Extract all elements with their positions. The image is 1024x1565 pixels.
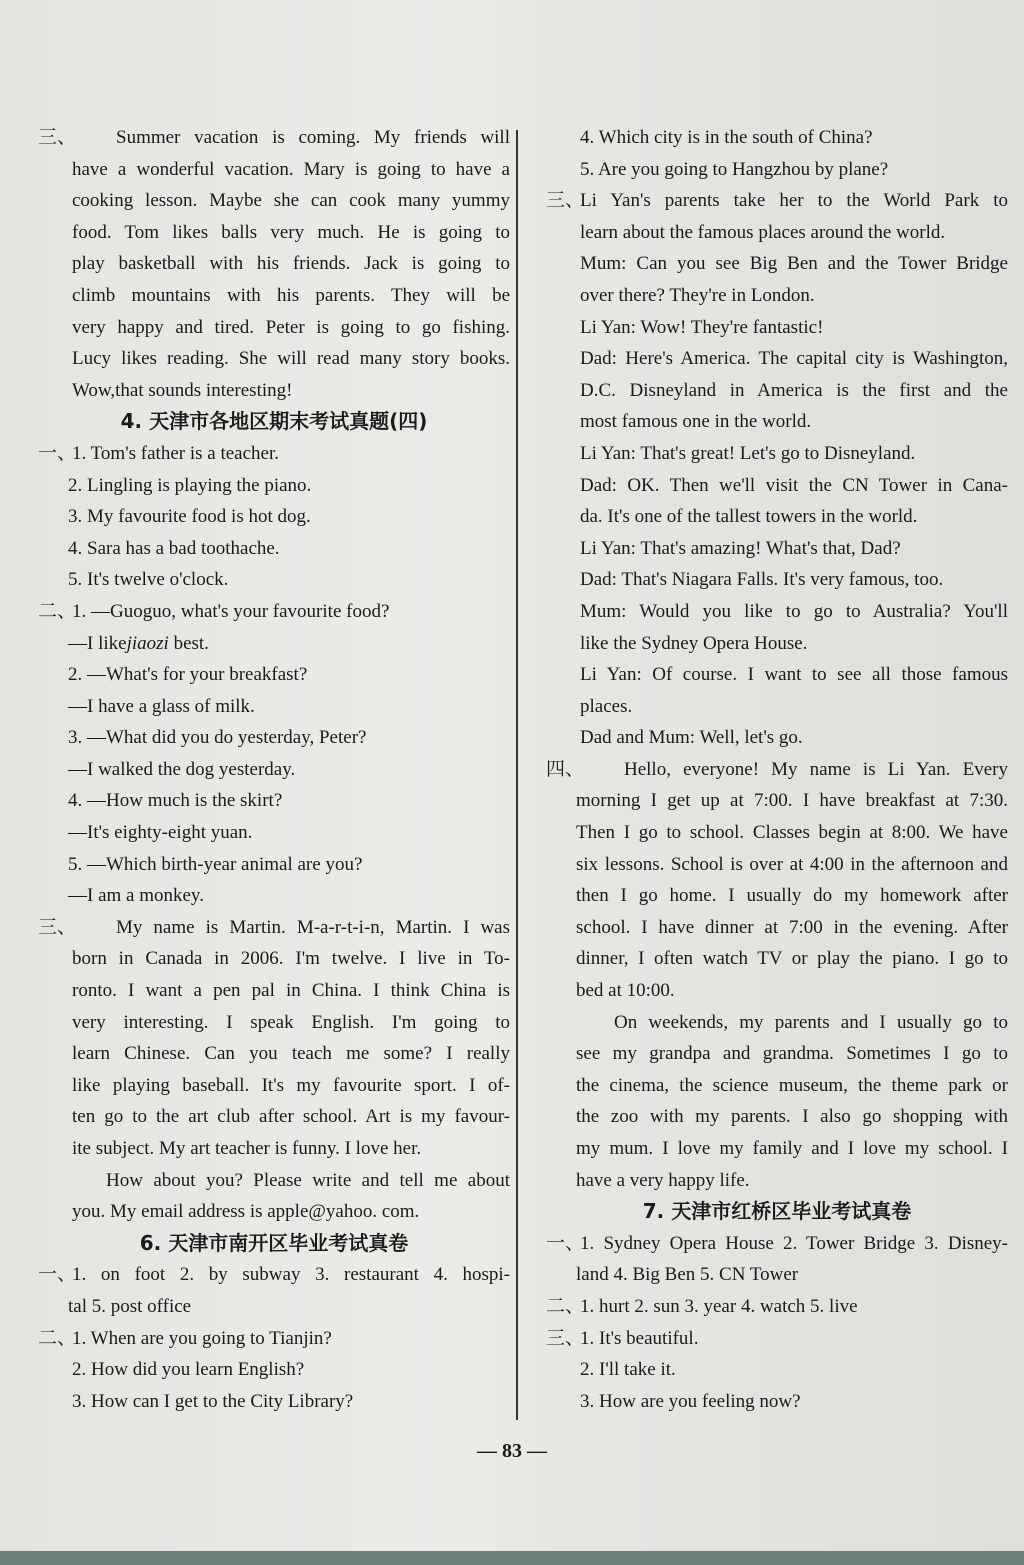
section-marker: 三、 xyxy=(38,916,77,938)
text-line: have a wonderful vacation. Mary is going to have a xyxy=(72,158,510,180)
answer-line: 5. It's twelve o'clock. xyxy=(68,569,229,591)
text-line: have a very happy life. xyxy=(576,1169,750,1191)
text-line: see my grandpa and grandma. Sometimes I go to xyxy=(576,1043,1008,1065)
text-line: ronto. I want a pen pal in China. I think China is xyxy=(72,980,510,1002)
text-line: the zoo with my parents. I also go shopping with xyxy=(576,1106,1008,1128)
sec3-first-line xyxy=(38,122,510,154)
answer-line: 5. Are you going to Hangzhou by plane? xyxy=(580,158,889,180)
section-marker: 四、 xyxy=(546,758,585,780)
text-line: very interesting. I speak English. I'm going to xyxy=(72,1011,510,1033)
text-line: Li Yan's parents take her to the World Park to xyxy=(580,190,1008,212)
answer-line: 2. I'll take it. xyxy=(580,1359,676,1381)
text-line: my mum. I love my family and I love my school. I xyxy=(576,1138,1008,1159)
answer-line: —I have a glass of milk. xyxy=(68,695,255,717)
column-divider xyxy=(516,130,518,1420)
section-title-7: 7. 天津市红桥区毕业考试真卷 xyxy=(642,1199,912,1224)
text-line: ten go to the art club after school. Art is my favour- xyxy=(72,1106,510,1128)
text-line: over there? They're in London. xyxy=(580,284,815,306)
text-line: Then I go to school. Classes begin at 8:00. We have xyxy=(576,822,1008,844)
text-line: Mum: Would you like to go to Australia? You'll xyxy=(580,600,1008,622)
text-line: On weekends, my parents and I usually go to xyxy=(614,1011,1008,1033)
part2-first-line xyxy=(38,596,510,628)
section-marker: 一、 xyxy=(38,442,77,464)
text-line: you. My email address is apple@yahoo. com. xyxy=(72,1201,420,1223)
answer-line: 3. How can I get to the City Library? xyxy=(72,1390,354,1412)
text-line: Dad: That's Niagara Falls. It's very famous, too. xyxy=(580,569,944,591)
text-line: Li Yan: Wow! They're fantastic! xyxy=(580,316,824,338)
answer-line: 1. —Guoguo, what's your favourite food? xyxy=(72,600,390,622)
part1-first-line xyxy=(38,438,510,470)
text-line: Li Yan: That's amazing! What's that, Dad? xyxy=(580,537,901,559)
s7-part1-first-line xyxy=(546,1228,1008,1260)
text-line: learn about the famous places around the world. xyxy=(580,221,946,243)
section-marker: 三、 xyxy=(38,127,77,148)
answer-line: land 4. Big Ben 5. CN Tower xyxy=(576,1264,799,1286)
answer-line: —I walked the dog yesterday. xyxy=(68,758,296,780)
left-column xyxy=(38,122,510,1417)
section-marker: 三、 xyxy=(546,1327,585,1349)
text-line: My name is Martin. M-a-r-t-i-n, Martin. I was xyxy=(116,916,510,938)
text-line: very happy and tired. Peter is going to go fishing. xyxy=(72,316,510,338)
section-marker: 一、 xyxy=(546,1232,585,1254)
text-line: Dad: OK. Then we'll visit the CN Tower in Cana- xyxy=(580,474,1008,496)
text-line: born in Canada in 2006. I'm twelve. I live in To- xyxy=(72,948,510,970)
text-line: six lessons. School is over at 4:00 in the afternoon and xyxy=(576,853,1008,875)
text-line: learn Chinese. Can you teach me some? I really xyxy=(72,1043,510,1065)
text-line: like the Sydney Opera House. xyxy=(580,632,808,654)
text-line: D.C. Disneyland in America is the first and the xyxy=(580,379,1008,401)
section-marker: 三、 xyxy=(546,190,585,212)
right-column xyxy=(546,122,1008,1417)
text-line: Li Yan: Of course. I want to see all those famous xyxy=(580,664,1008,686)
text-line: most famous one in the world. xyxy=(580,411,812,433)
s7-part2-line xyxy=(546,1291,1008,1323)
answer-line: 2. —What's for your breakfast? xyxy=(68,664,308,686)
text-line: the cinema, the science museum, the theme park or xyxy=(576,1074,1008,1096)
answer-line: 1. on foot 2. by subway 3. restaurant 4. hospi- xyxy=(72,1264,510,1286)
text-line: places. xyxy=(580,695,633,717)
sec3-first-line xyxy=(546,185,1008,217)
text-line: climb mountains with his parents. They will be xyxy=(72,284,510,306)
text-line: Summer vacation is coming. My friends will xyxy=(116,127,510,148)
text-line: bed at 10:00. xyxy=(576,980,675,1002)
text-line: Lucy likes reading. She will read many story books. xyxy=(72,348,510,370)
text-line: ite subject. My art teacher is funny. I love her. xyxy=(72,1138,422,1159)
text-line: play basketball with his friends. Jack is going to xyxy=(72,253,510,275)
answer-line: 4. Which city is in the south of China? xyxy=(580,127,873,148)
s7-part3-first-line xyxy=(546,1323,1008,1355)
answer-line: 1. When are you going to Tianjin? xyxy=(72,1327,332,1349)
s6-part1-first-line xyxy=(38,1259,510,1291)
answer-line: —I likejiaozi best. xyxy=(68,632,209,654)
answer-line: 3. My favourite food is hot dog. xyxy=(68,506,311,528)
text-line: food. Tom likes balls very much. He is going to xyxy=(72,221,510,243)
answer-line: 2. How did you learn English? xyxy=(72,1359,305,1381)
answer-line: 1. Sydney Opera House 2. Tower Bridge 3. Disney- xyxy=(580,1232,1008,1254)
answer-line: 5. —Which birth-year animal are you? xyxy=(68,853,363,875)
section-marker: 二、 xyxy=(546,1295,585,1317)
s6-part2-first-line xyxy=(38,1323,510,1355)
answer-line: 3. How are you feeling now? xyxy=(580,1390,801,1412)
sec4-first-line xyxy=(546,754,1008,786)
text-line: cooking lesson. Maybe she can cook many yummy xyxy=(72,190,510,212)
text-line: dinner, I often watch TV or play the piano. I go to xyxy=(576,948,1008,970)
text-line: How about you? Please write and tell me about xyxy=(106,1169,510,1191)
text-line: Dad and Mum: Well, let's go. xyxy=(580,727,803,749)
answer-line: tal 5. post office xyxy=(68,1295,192,1317)
text-line: Dad: Here's America. The capital city is Washington, xyxy=(580,348,1008,370)
section-marker: 一、 xyxy=(38,1264,77,1286)
answer-line: 1. hurt 2. sun 3. year 4. watch 5. live xyxy=(580,1295,858,1317)
text-line: school. I have dinner at 7:00 in the evening. After xyxy=(576,916,1008,938)
text-line: Li Yan: That's great! Let's go to Disneyland. xyxy=(580,442,916,464)
answer-line: 2. Lingling is playing the piano. xyxy=(68,474,312,496)
answer-line: 3. —What did you do yesterday, Peter? xyxy=(68,727,367,749)
text-line: like playing baseball. It's my favourite sport. I of- xyxy=(72,1074,510,1096)
answer-line: 1. It's beautiful. xyxy=(580,1327,699,1349)
text-line: da. It's one of the tallest towers in the world. xyxy=(580,506,918,528)
section-title-6: 6. 天津市南开区毕业考试真卷 xyxy=(139,1230,409,1255)
text-line: Mum: Can you see Big Ben and the Tower Bridge xyxy=(580,253,1008,275)
answer-line: 1. Tom's father is a teacher. xyxy=(72,442,279,464)
section-marker: 二、 xyxy=(38,1327,77,1349)
scan-edge xyxy=(0,1551,1024,1565)
section-marker: 二、 xyxy=(38,600,77,622)
text-line: Hello, everyone! My name is Li Yan. Every xyxy=(624,758,1008,780)
answer-line: —It's eighty-eight yuan. xyxy=(68,822,253,844)
page-number: — 83 — xyxy=(477,1440,547,1462)
text-line: then I go home. I usually do my homework after xyxy=(576,885,1008,907)
part3-first-line xyxy=(38,912,510,944)
answer-line: 4. Sara has a bad toothache. xyxy=(68,537,280,559)
text-line: morning I get up at 7:00. I have breakfast at 7:30. xyxy=(576,790,1008,812)
text-line: Wow,that sounds interesting! xyxy=(72,379,293,401)
section-title-4: 4. 天津市各地区期末考试真题(四) xyxy=(120,409,428,434)
answer-line: 4. —How much is the skirt? xyxy=(68,790,283,812)
answer-line: —I am a monkey. xyxy=(68,885,204,907)
